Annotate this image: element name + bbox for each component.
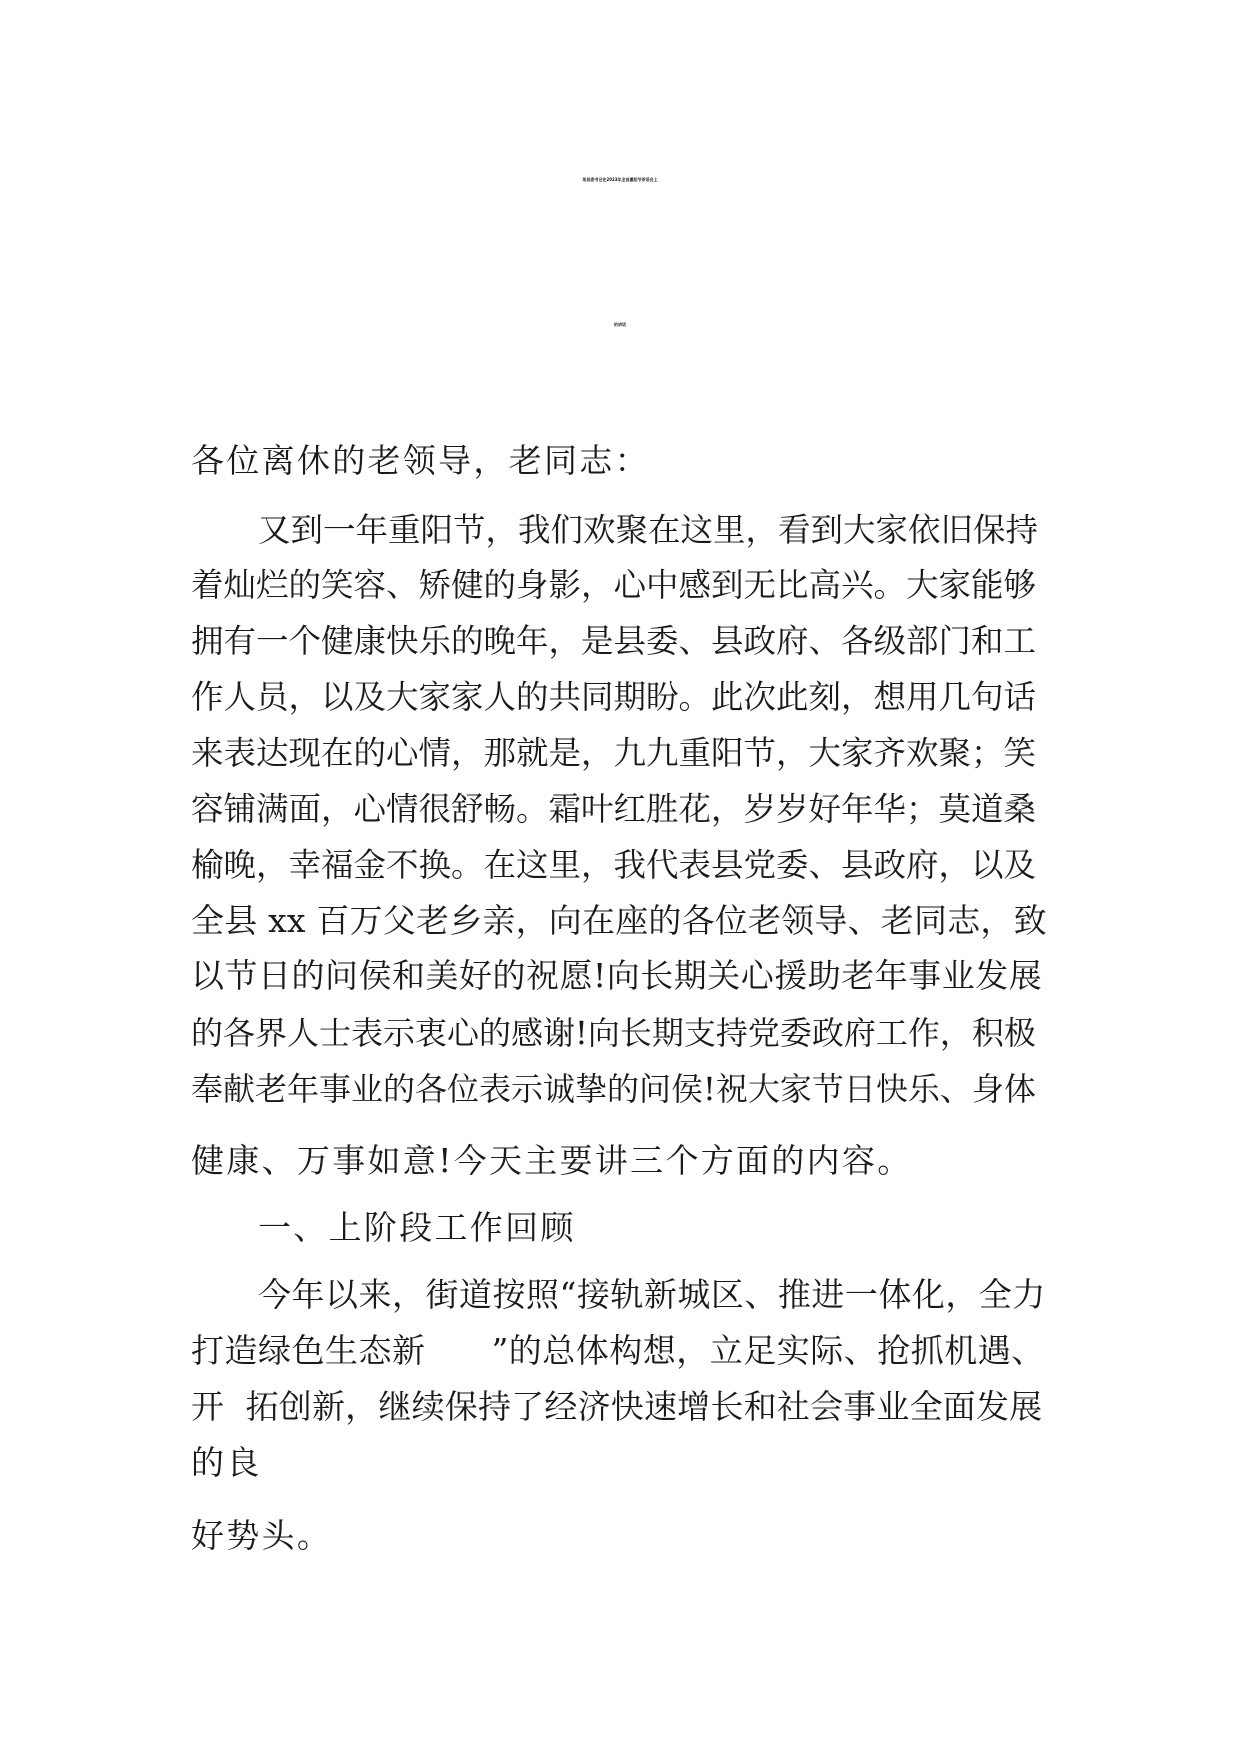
paragraph-1-line: 以节日的问侯和美好的祝愿!向长期关心援助老年事业发展: [191, 956, 1043, 995]
paragraph-2-line: 的良: [191, 1443, 262, 1482]
paragraph-1-line: 奉献老年事业的各位表示诚挚的问侯!祝大家节日快乐、身体: [191, 1070, 1036, 1108]
paragraph-1-line: 的各界人士表示衷心的感谢!向长期支持党委政府工作，积极: [191, 1014, 1036, 1052]
paragraph-2-line: 好势头。: [191, 1516, 333, 1555]
title-line-2: 的讲话: [614, 322, 626, 327]
paragraph-1-line: 来表达现在的心情，那就是，九九重阳节，大家齐欢聚；笑: [191, 734, 1037, 772]
paragraph-1-line: 容铺满面，心情很舒畅。霜叶红胜花，岁岁好年华；莫道桑: [191, 790, 1037, 828]
paragraph-2-line: 今年以来，街道按照“接轨新城区、推进一体化，全力: [258, 1275, 1046, 1314]
paragraph-1-line: 作人员，以及大家家人的共同期盼。此次此刻，想用几句话: [191, 678, 1037, 716]
paragraph-1-line: 又到一年重阳节，我们欢聚在这里，看到大家依旧保持: [258, 511, 1039, 549]
title-line-1: 某县委书记在2023年全县重阳节茶话会上: [582, 177, 658, 182]
salutation: 各位离休的老领导，老同志：: [191, 441, 650, 480]
paragraph-1-line: 全县 xx 百万父老乡亲，向在座的各位老领导、老同志，致: [191, 901, 1047, 940]
paragraph-1-line: 着灿烂的笑容、矫健的身影，心中感到无比高兴。大家能够: [191, 566, 1037, 604]
section-heading: 一、上阶段工作回顾: [258, 1208, 576, 1247]
paragraph-1-line: 拥有一个健康快乐的晚年，是县委、县政府、各级部门和工: [191, 622, 1037, 660]
paragraph-1-line: 榆晚，幸福金不换。在这里，我代表县党委、县政府，以及: [191, 846, 1037, 884]
paragraph-2-line: 打造绿色生态新 ”的总体构想，立足实际、抢抓机遇、: [191, 1331, 1045, 1370]
paragraph-2-line: 开 拓创新，继续保持了经济快速增长和社会事业全面发展: [191, 1387, 1043, 1426]
paragraph-1-line: 健康、万事如意!今天主要讲三个方面的内容。: [191, 1141, 913, 1180]
